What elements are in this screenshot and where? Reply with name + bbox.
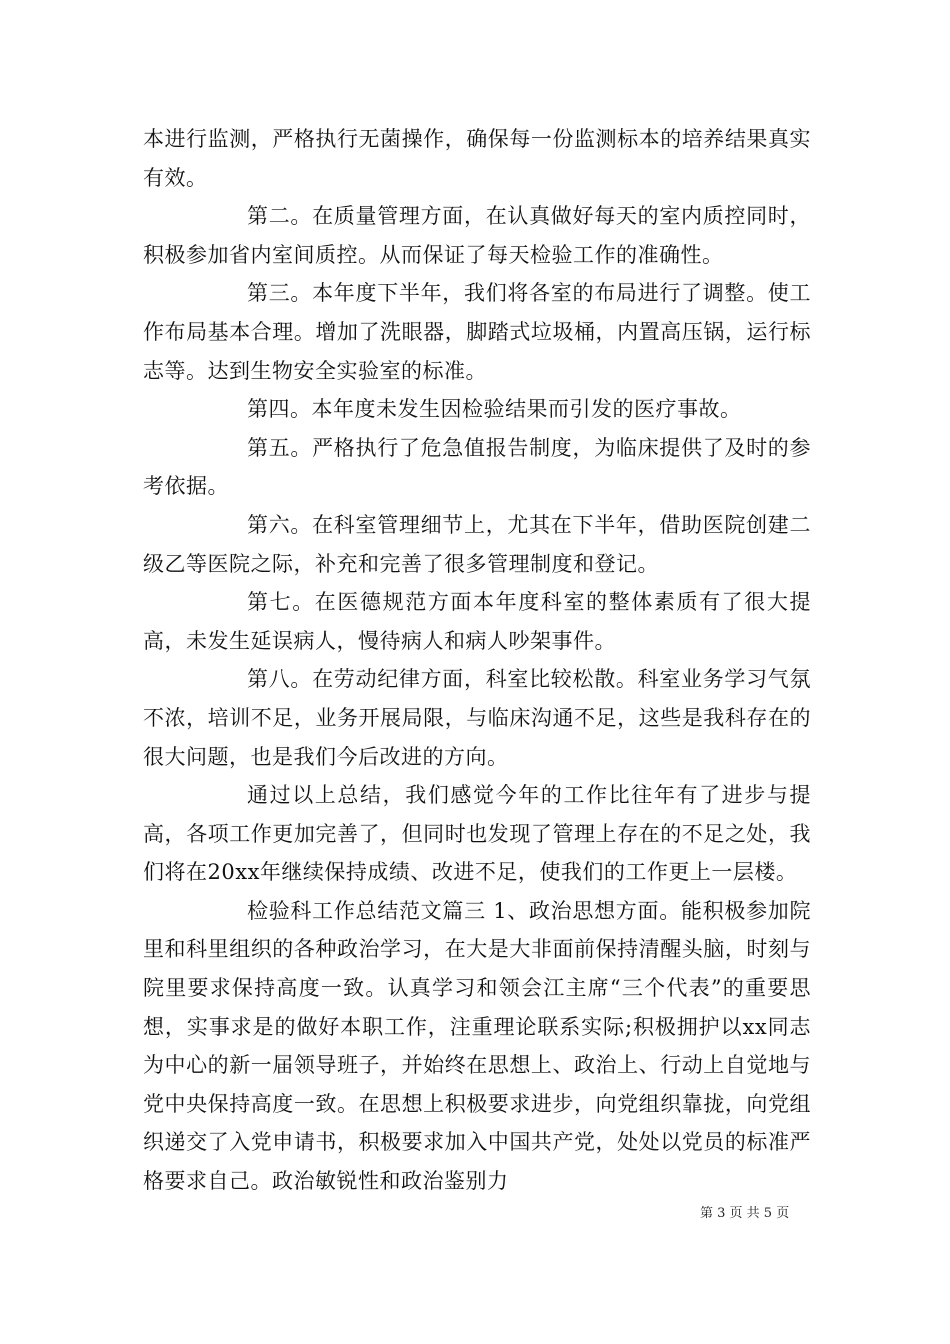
- paragraph-1: 本进行监测，严格执行无菌操作，确保每一份监测标本的培养结果真实有效。: [143, 127, 811, 190]
- paragraph-9: 通过以上总结，我们感觉今年的工作比往年有了进步与提高，各项工作更加完善了，但同时也发现了管理上存在的不足之处，我们将在20xx年继续保持成绩、改进不足，使我们的工作更上一层楼。: [143, 783, 811, 885]
- paragraph-3: 第三。本年度下半年，我们将各室的布局进行了调整。使工作布局基本合理。增加了洗眼器，脚踏式垃圾桶，内置高压锅，运行标志等。达到生物安全实验室的标准。: [143, 281, 811, 383]
- page-number-footer: 第 3 页 共 5 页: [700, 1206, 790, 1221]
- paragraph-7: 第七。在医德规范方面本年度科室的整体素质有了很大提高，未发生延误病人，慢待病人和病人吵架事件。: [143, 590, 811, 653]
- paragraph-5: 第五。严格执行了危急值报告制度，为临床提供了及时的参考依据。: [143, 435, 811, 499]
- document-body: [143, 120, 811, 1201]
- paragraph-8: 第八。在劳动纪律方面，科室比较松散。科室业务学习气氛不浓，培训不足，业务开展局限，与临床沟通不足，这些是我科存在的很大问题，也是我们今后改进的方向。: [143, 667, 811, 769]
- paragraph-2: 第二。在质量管理方面，在认真做好每天的室内质控同时，积极参加省内室间质控。从而保证了每天检验工作的准确性。: [143, 204, 811, 267]
- paragraph-4: 第四。本年度未发生因检验结果而引发的医疗事故。: [247, 397, 742, 422]
- paragraph-6: 第六。在科室管理细节上，尤其在下半年，借助医院创建二级乙等医院之际，补充和完善了很多管理制度和登记。: [143, 512, 811, 576]
- paragraph-10: 检验科工作总结范文篇三 1、政治思想方面。能积极参加院里和科里组织的各种政治学习，在大是大非面前保持清醒头脑，时刻与院里要求保持高度一致。认真学习和领会江主席“三个代表”的重要思想，实事求是的做好本职工作，注重理论联系实际;积极拥护以xx同志为中心的新一届领导班子，并始终在思想上、政治上、行动上自觉地与党中央保持高度一致。在思想上积极要求进步，向党组织靠拢，向党组织递交了入党申请书，积极要求加入中国共产党，处处以党员的标准严格要求自己。政治敏锐性和政治鉴别力: [143, 898, 811, 1194]
